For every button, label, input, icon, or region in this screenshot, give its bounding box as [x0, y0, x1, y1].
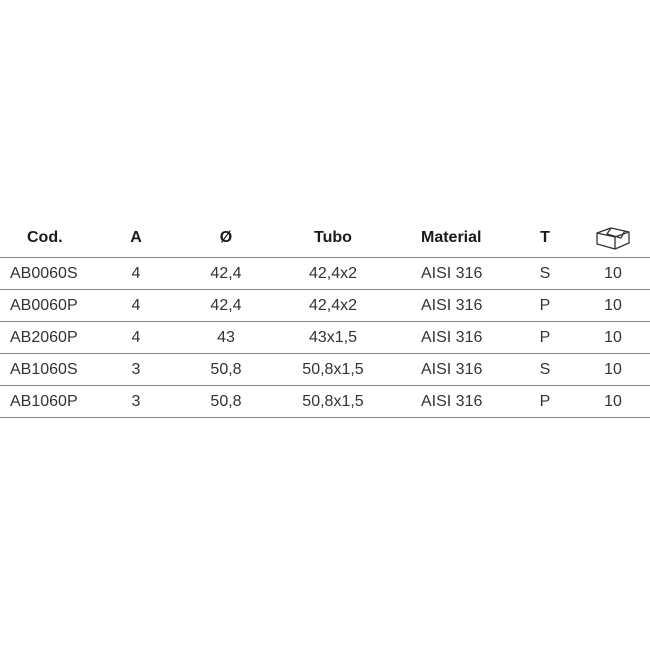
header-diameter: Ø: [219, 228, 233, 246]
cell-t: S: [539, 360, 551, 378]
header-material: Material: [421, 228, 482, 246]
spec-table: [0, 218, 650, 418]
cell-material: AISI 316: [421, 392, 483, 410]
table-header-row: [0, 218, 650, 258]
cell-t: S: [539, 264, 551, 282]
header-code: Cod.: [27, 228, 63, 246]
cell-code: AB2060P: [10, 328, 78, 346]
cell-a: 4: [131, 264, 141, 282]
table-row: [0, 354, 650, 386]
cell-material: AISI 316: [421, 264, 483, 282]
cell-material: AISI 316: [421, 360, 483, 378]
cell-pack: 10: [604, 360, 622, 378]
header-a: A: [130, 228, 142, 246]
cell-pack: 10: [604, 392, 622, 410]
cell-diameter: 43: [217, 328, 235, 346]
cell-code: AB0060S: [10, 264, 78, 282]
cell-t: P: [539, 296, 551, 314]
cell-tubo: 42,4x2: [308, 264, 358, 282]
cell-a: 4: [131, 296, 141, 314]
cell-code: AB0060P: [10, 296, 78, 314]
header-pack: [588, 218, 638, 257]
cell-a: 4: [131, 328, 141, 346]
cell-tubo: 50,8x1,5: [302, 360, 364, 378]
table-row: [0, 386, 650, 418]
cell-code: AB1060P: [10, 392, 78, 410]
cell-code: AB1060S: [10, 360, 78, 378]
cell-pack: 10: [604, 296, 622, 314]
cell-diameter: 50,8: [210, 392, 242, 410]
cell-pack: 10: [604, 328, 622, 346]
table-row: [0, 322, 650, 354]
table-row: [0, 258, 650, 290]
cell-t: P: [539, 328, 551, 346]
cell-pack: 10: [604, 264, 622, 282]
table-body: [0, 258, 650, 418]
cell-tubo: 50,8x1,5: [302, 392, 364, 410]
header-tubo: Tubo: [314, 228, 352, 246]
cell-diameter: 50,8: [210, 360, 242, 378]
cell-a: 3: [131, 392, 141, 410]
cell-a: 3: [131, 360, 141, 378]
cell-tubo: 42,4x2: [308, 296, 358, 314]
cell-material: AISI 316: [421, 296, 483, 314]
cell-tubo: 43x1,5: [308, 328, 358, 346]
cell-t: P: [539, 392, 551, 410]
table-row: [0, 290, 650, 322]
cell-material: AISI 316: [421, 328, 483, 346]
cell-diameter: 42,4: [210, 296, 242, 314]
box-icon: [594, 224, 632, 252]
header-t: T: [540, 228, 550, 246]
cell-diameter: 42,4: [210, 264, 242, 282]
